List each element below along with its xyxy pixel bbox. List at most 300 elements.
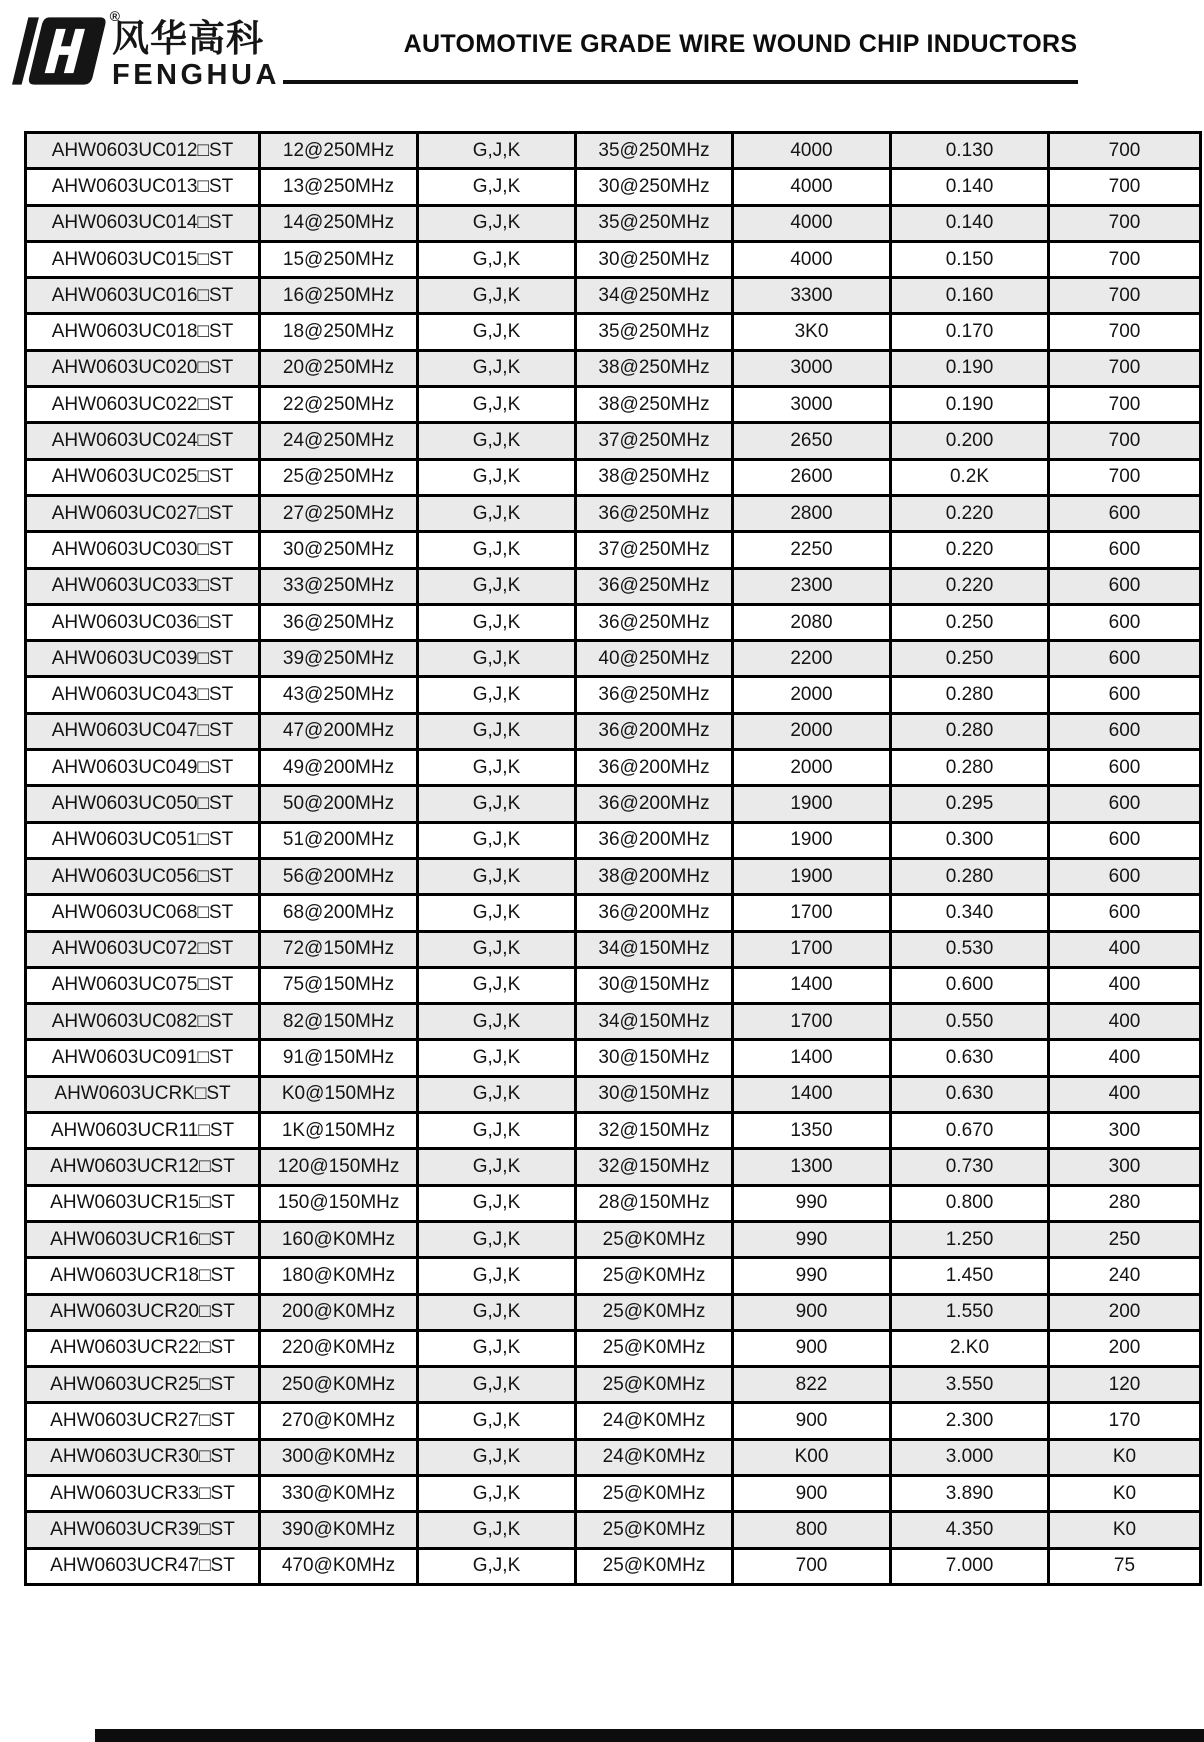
table-row [26,169,1201,205]
table-cell: 32@150MHz [576,1113,733,1149]
table-cell: G,J,K [418,1221,576,1257]
table-cell: 700 [1049,459,1201,495]
table-cell: AHW0603UC012□ST [26,133,260,169]
table-cell: 170 [1049,1403,1201,1439]
table-cell: 200 [1049,1330,1201,1366]
table-cell: G,J,K [418,1439,576,1475]
brand-block [112,20,292,90]
table-cell: 200 [1049,1294,1201,1330]
table-cell: G,J,K [418,1113,576,1149]
table-cell: AHW0603UCR33□ST [26,1475,260,1511]
title-underline [283,80,1078,84]
table-cell: G,J,K [418,1548,576,1584]
table-cell: G,J,K [418,568,576,604]
table-cell: 49@200MHz [260,750,418,786]
table-cell: 0.130 [891,133,1049,169]
table-cell: AHW0603UC072□ST [26,931,260,967]
table-cell: G,J,K [418,423,576,459]
table-row [26,1113,1201,1149]
table-cell: 3300 [733,278,891,314]
table-cell: 0.280 [891,677,1049,713]
table-cell: G,J,K [418,205,576,241]
table-cell: 1900 [733,786,891,822]
table-cell: G,J,K [418,967,576,1003]
table-cell: 0.630 [891,1040,1049,1076]
table-cell: AHW0603UCR11□ST [26,1113,260,1149]
table-cell: 0.220 [891,532,1049,568]
table-cell: 160@K0MHz [260,1221,418,1257]
table-cell: 0.280 [891,858,1049,894]
table-cell: 1700 [733,1004,891,1040]
table-cell: 3000 [733,387,891,423]
table-cell: 900 [733,1403,891,1439]
brand-name-chinese: 风华高科 [112,18,264,59]
table-cell: AHW0603UC051□ST [26,822,260,858]
table-cell: AHW0603UC020□ST [26,350,260,386]
table-cell: 2.K0 [891,1330,1049,1366]
table-cell: 2300 [733,568,891,604]
table-row [26,532,1201,568]
table-cell: AHW0603UC050□ST [26,786,260,822]
table-cell: 0.800 [891,1185,1049,1221]
table-cell: 24@K0MHz [576,1403,733,1439]
table-row [26,1330,1201,1366]
table-cell: 2800 [733,495,891,531]
table-cell: 470@K0MHz [260,1548,418,1584]
table-cell: 2000 [733,750,891,786]
table-cell: 0.670 [891,1113,1049,1149]
table-row [26,1040,1201,1076]
table-cell: 43@250MHz [260,677,418,713]
table-cell: 180@K0MHz [260,1258,418,1294]
table-cell: 1700 [733,895,891,931]
table-cell: 35@250MHz [576,205,733,241]
table-row [26,858,1201,894]
table-cell: 0.295 [891,786,1049,822]
table-cell: 30@150MHz [576,1040,733,1076]
table-cell: AHW0603UCR20□ST [26,1294,260,1330]
table-row [26,241,1201,277]
table-cell: 700 [1049,350,1201,386]
table-cell: K0 [1049,1475,1201,1511]
table-cell: AHW0603UC014□ST [26,205,260,241]
table-cell: 36@250MHz [576,677,733,713]
table-cell: 400 [1049,931,1201,967]
table-cell: 36@250MHz [576,568,733,604]
table-cell: 0.150 [891,241,1049,277]
table-cell: 822 [733,1367,891,1403]
table-cell: 22@250MHz [260,387,418,423]
table-cell: AHW0603UCR25□ST [26,1367,260,1403]
table-cell: 280 [1049,1185,1201,1221]
table-cell: 700 [1049,169,1201,205]
table-cell: 0.220 [891,568,1049,604]
table-cell: 20@250MHz [260,350,418,386]
table-cell: 600 [1049,895,1201,931]
table-cell: 0.340 [891,895,1049,931]
table-cell: 35@250MHz [576,314,733,350]
table-cell: K00 [733,1439,891,1475]
table-cell: 18@250MHz [260,314,418,350]
table-row [26,604,1201,640]
table-cell: 0.300 [891,822,1049,858]
table-cell: 30@150MHz [576,967,733,1003]
table-cell: 200@K0MHz [260,1294,418,1330]
table-cell: G,J,K [418,241,576,277]
table-cell: G,J,K [418,1149,576,1185]
table-cell: 7.000 [891,1548,1049,1584]
table-cell: G,J,K [418,1475,576,1511]
table-cell: AHW0603UCR27□ST [26,1403,260,1439]
table-cell: 50@200MHz [260,786,418,822]
table-cell: 330@K0MHz [260,1475,418,1511]
table-cell: 34@150MHz [576,931,733,967]
table-cell: AHW0603UCR47□ST [26,1548,260,1584]
table-cell: 1.550 [891,1294,1049,1330]
table-cell: 600 [1049,822,1201,858]
table-cell: 0.280 [891,713,1049,749]
table-cell: AHW0603UC056□ST [26,858,260,894]
table-cell: AHW0603UC043□ST [26,677,260,713]
table-cell: 13@250MHz [260,169,418,205]
table-cell: 3.550 [891,1367,1049,1403]
table-cell: 2600 [733,459,891,495]
table-cell: 37@250MHz [576,423,733,459]
table-cell: G,J,K [418,822,576,858]
table-cell: 1400 [733,1040,891,1076]
table-cell: 600 [1049,713,1201,749]
table-cell: 36@200MHz [576,750,733,786]
table-cell: G,J,K [418,1294,576,1330]
table-cell: G,J,K [418,895,576,931]
table-cell: G,J,K [418,1040,576,1076]
table-cell: 15@250MHz [260,241,418,277]
table-row [26,822,1201,858]
table-cell: 25@K0MHz [576,1294,733,1330]
table-cell: 600 [1049,858,1201,894]
table-cell: 14@250MHz [260,205,418,241]
table-row [26,278,1201,314]
table-cell: AHW0603UCR22□ST [26,1330,260,1366]
table-cell: AHW0603UCR12□ST [26,1149,260,1185]
table-cell: 1400 [733,1076,891,1112]
table-cell: 25@250MHz [260,459,418,495]
table-row [26,641,1201,677]
table-cell: 2.300 [891,1403,1049,1439]
table-cell: AHW0603UC036□ST [26,604,260,640]
table-cell: 700 [1049,314,1201,350]
table-cell: 36@200MHz [576,786,733,822]
table-cell: G,J,K [418,314,576,350]
table-cell: 75 [1049,1548,1201,1584]
table-cell: AHW0603UC082□ST [26,1004,260,1040]
table-cell: 4000 [733,133,891,169]
table-cell: 36@250MHz [576,495,733,531]
table-cell: 600 [1049,677,1201,713]
table-cell: 82@150MHz [260,1004,418,1040]
table-cell: 25@K0MHz [576,1330,733,1366]
table-row [26,786,1201,822]
table-cell: 3000 [733,350,891,386]
table-cell: 75@150MHz [260,967,418,1003]
table-row [26,713,1201,749]
table-cell: G,J,K [418,858,576,894]
table-cell: 300 [1049,1149,1201,1185]
table-cell: 4.350 [891,1512,1049,1548]
table-cell: K0 [1049,1512,1201,1548]
table-cell: G,J,K [418,387,576,423]
table-cell: 700 [1049,387,1201,423]
table-cell: G,J,K [418,1076,576,1112]
table-cell: AHW0603UCR30□ST [26,1439,260,1475]
table-cell: 25@K0MHz [576,1258,733,1294]
footer-bar [95,1729,1204,1742]
table-cell: 700 [733,1548,891,1584]
table-cell: 700 [1049,423,1201,459]
table-cell: AHW0603UC091□ST [26,1040,260,1076]
inductor-table-body [26,133,1201,1585]
table-cell: AHW0603UC075□ST [26,967,260,1003]
page-title: AUTOMOTIVE GRADE WIRE WOUND CHIP INDUCTORS [403,30,1078,58]
table-row [26,459,1201,495]
table-row [26,750,1201,786]
table-cell: G,J,K [418,1185,576,1221]
table-cell: 900 [733,1475,891,1511]
table-cell: 36@250MHz [576,604,733,640]
table-cell: 47@200MHz [260,713,418,749]
table-cell: G,J,K [418,1367,576,1403]
table-cell: G,J,K [418,1004,576,1040]
table-cell: 1300 [733,1149,891,1185]
table-cell: 0.550 [891,1004,1049,1040]
table-cell: 51@200MHz [260,822,418,858]
table-cell: AHW0603UC033□ST [26,568,260,604]
table-cell: G,J,K [418,169,576,205]
table-row [26,1185,1201,1221]
table-cell: 600 [1049,495,1201,531]
table-cell: G,J,K [418,532,576,568]
table-cell: 900 [733,1294,891,1330]
table-cell: 2650 [733,423,891,459]
table-cell: 1700 [733,931,891,967]
table-cell: 30@250MHz [576,241,733,277]
table-cell: 120@150MHz [260,1149,418,1185]
table-cell: 2200 [733,641,891,677]
table-cell: 38@250MHz [576,387,733,423]
table-row [26,1439,1201,1475]
table-cell: 150@150MHz [260,1185,418,1221]
table-row [26,1548,1201,1584]
table-row [26,931,1201,967]
table-cell: 990 [733,1258,891,1294]
table-cell: 120 [1049,1367,1201,1403]
table-cell: K0 [1049,1439,1201,1475]
table-cell: 600 [1049,532,1201,568]
table-row [26,495,1201,531]
table-cell: 40@250MHz [576,641,733,677]
table-cell: 400 [1049,1004,1201,1040]
table-cell: 1350 [733,1113,891,1149]
table-cell: AHW0603UCR18□ST [26,1258,260,1294]
table-row [26,1475,1201,1511]
table-cell: 600 [1049,568,1201,604]
table-cell: 38@250MHz [576,459,733,495]
table-row [26,350,1201,386]
table-cell: AHW0603UC068□ST [26,895,260,931]
table-cell: 990 [733,1185,891,1221]
table-cell: 390@K0MHz [260,1512,418,1548]
table-cell: 34@250MHz [576,278,733,314]
table-cell: 300@K0MHz [260,1439,418,1475]
table-cell: AHW0603UC018□ST [26,314,260,350]
table-cell: 2000 [733,677,891,713]
table-cell: G,J,K [418,1258,576,1294]
table-cell: 2250 [733,532,891,568]
table-row [26,1367,1201,1403]
table-cell: 25@K0MHz [576,1475,733,1511]
table-cell: 34@150MHz [576,1004,733,1040]
table-cell: 600 [1049,604,1201,640]
table-cell: 300 [1049,1113,1201,1149]
table-cell: 91@150MHz [260,1040,418,1076]
table-cell: 0.140 [891,205,1049,241]
table-cell: AHW0603UCR39□ST [26,1512,260,1548]
table-cell: 3.000 [891,1439,1049,1475]
table-row [26,1403,1201,1439]
table-cell: G,J,K [418,1330,576,1366]
table-cell: AHW0603UC027□ST [26,495,260,531]
table-cell: AHW0603UC024□ST [26,423,260,459]
table-cell: 30@250MHz [260,532,418,568]
table-cell: G,J,K [418,350,576,386]
table-cell: 30@250MHz [576,169,733,205]
table-cell: 0.190 [891,350,1049,386]
table-cell: 28@150MHz [576,1185,733,1221]
table-cell: 1400 [733,967,891,1003]
table-cell: AHW0603UC016□ST [26,278,260,314]
table-cell: 30@150MHz [576,1076,733,1112]
table-cell: 25@K0MHz [576,1548,733,1584]
table-row [26,387,1201,423]
table-cell: G,J,K [418,459,576,495]
table-cell: G,J,K [418,278,576,314]
table-cell: 800 [733,1512,891,1548]
table-cell: 270@K0MHz [260,1403,418,1439]
table-cell: 700 [1049,205,1201,241]
table-cell: AHW0603UC047□ST [26,713,260,749]
table-row [26,1294,1201,1330]
table-row [26,568,1201,604]
table-cell: 0.630 [891,1076,1049,1112]
table-cell: 27@250MHz [260,495,418,531]
table-cell: 36@200MHz [576,713,733,749]
table-cell: G,J,K [418,786,576,822]
fenghua-logo [12,8,120,88]
inductor-spec-table [24,131,1202,1586]
table-cell: 0.170 [891,314,1049,350]
table-cell: 1900 [733,822,891,858]
table-cell: AHW0603UC022□ST [26,387,260,423]
table-row [26,1258,1201,1294]
table-cell: 600 [1049,786,1201,822]
table-cell: 4000 [733,169,891,205]
table-cell: 36@200MHz [576,895,733,931]
table-cell: AHW0603UC039□ST [26,641,260,677]
table-cell: AHW0603UC015□ST [26,241,260,277]
table-cell: G,J,K [418,1512,576,1548]
table-cell: 39@250MHz [260,641,418,677]
table-cell: 3K0 [733,314,891,350]
table-cell: 33@250MHz [260,568,418,604]
table-row [26,205,1201,241]
table-cell: 0.2K [891,459,1049,495]
table-cell: 38@200MHz [576,858,733,894]
table-cell: G,J,K [418,750,576,786]
table-cell: 1.250 [891,1221,1049,1257]
table-cell: G,J,K [418,495,576,531]
table-cell: 600 [1049,750,1201,786]
table-cell: 400 [1049,967,1201,1003]
table-cell: 0.730 [891,1149,1049,1185]
table-cell: 24@250MHz [260,423,418,459]
table-cell: 0.200 [891,423,1049,459]
table-cell: 25@K0MHz [576,1221,733,1257]
table-cell: 0.280 [891,750,1049,786]
table-cell: 1K@150MHz [260,1113,418,1149]
table-cell: AHW0603UCRK□ST [26,1076,260,1112]
table-cell: 700 [1049,133,1201,169]
table-cell: 3.890 [891,1475,1049,1511]
table-cell: 0.530 [891,931,1049,967]
table-cell: 0.250 [891,604,1049,640]
table-cell: 2000 [733,713,891,749]
table-row [26,895,1201,931]
table-cell: 600 [1049,641,1201,677]
table-cell: 400 [1049,1076,1201,1112]
table-cell: 37@250MHz [576,532,733,568]
table-cell: 56@200MHz [260,858,418,894]
table-cell: 24@K0MHz [576,1439,733,1475]
table-cell: 400 [1049,1040,1201,1076]
table-cell: 72@150MHz [260,931,418,967]
table-cell: 1.450 [891,1258,1049,1294]
table-cell: 38@250MHz [576,350,733,386]
table-row [26,967,1201,1003]
table-cell: 25@K0MHz [576,1512,733,1548]
table-cell: 250@K0MHz [260,1367,418,1403]
table-cell: 990 [733,1221,891,1257]
table-row [26,1076,1201,1112]
table-cell: G,J,K [418,604,576,640]
table-cell: 32@150MHz [576,1149,733,1185]
table-cell: 0.190 [891,387,1049,423]
brand-name-english: FENGHUA [112,58,280,91]
table-cell: G,J,K [418,641,576,677]
table-row [26,1004,1201,1040]
table-cell: 35@250MHz [576,133,733,169]
table-row [26,677,1201,713]
table-cell: AHW0603UC025□ST [26,459,260,495]
table-cell: 240 [1049,1258,1201,1294]
table-cell: 36@200MHz [576,822,733,858]
table-cell: AHW0603UC030□ST [26,532,260,568]
table-cell: 900 [733,1330,891,1366]
table-cell: G,J,K [418,1403,576,1439]
table-cell: G,J,K [418,677,576,713]
registered-trademark: ® [109,8,120,24]
table-cell: 700 [1049,278,1201,314]
table-cell: 12@250MHz [260,133,418,169]
